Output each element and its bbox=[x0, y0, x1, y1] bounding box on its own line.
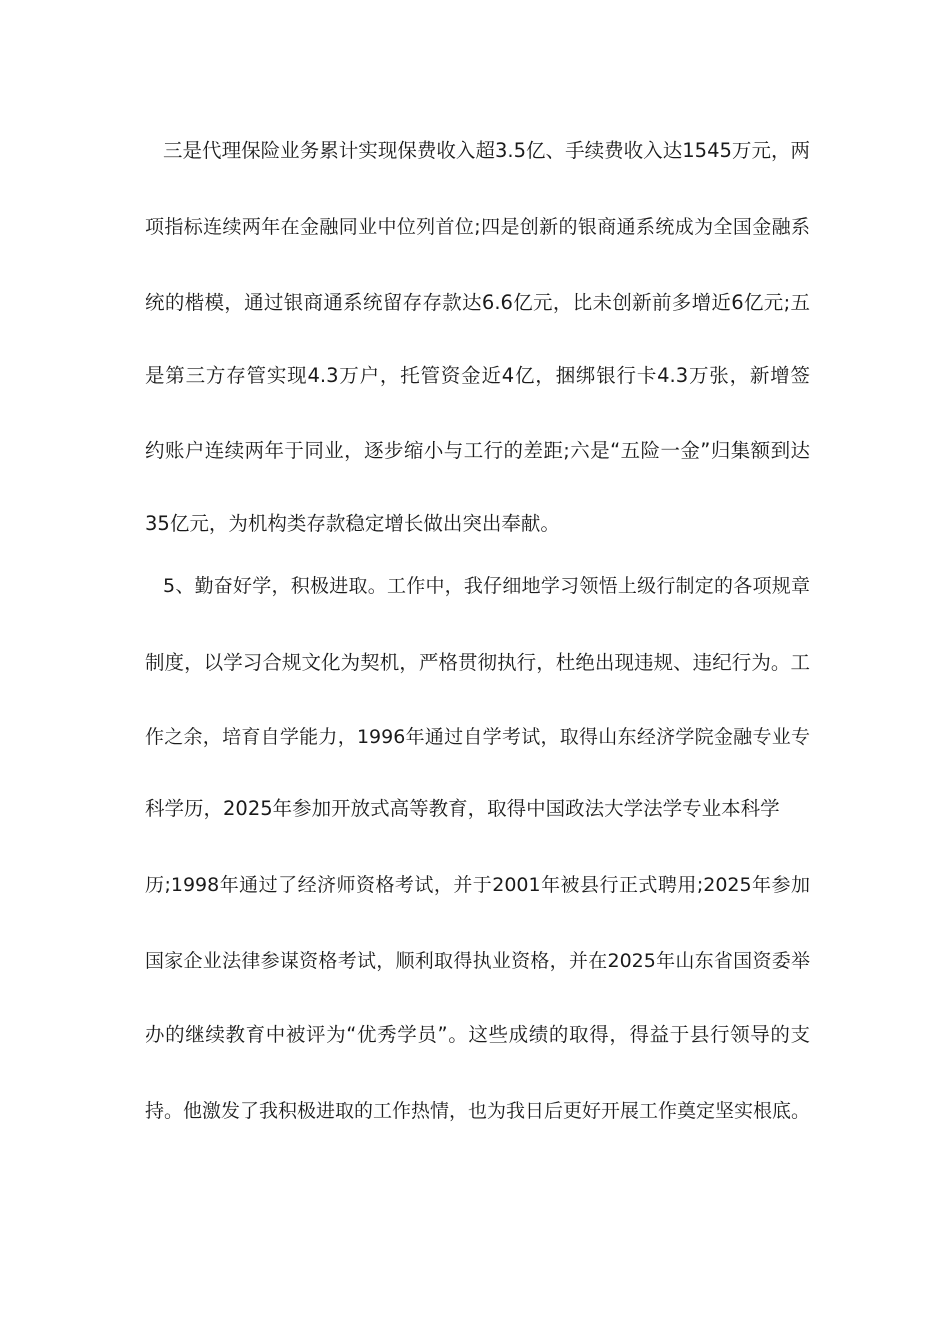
paragraph-line: 统的楷模，通过银商通系统留存存款达6.6亿元，比未创新前多增近6亿元;五 bbox=[145, 291, 810, 314]
paragraph-line: 历;1998年通过了经济师资格考试，并于2001年被县行正式聘用;2025年参加 bbox=[145, 874, 810, 896]
paragraph-line: 科学历，2025年参加开放式高等教育，取得中国政法大学法学专业本科学 bbox=[145, 797, 780, 820]
paragraph-line: 三是代理保险业务累计实现保费收入超3.5亿、手续费收入达1545万元，两 bbox=[163, 139, 810, 162]
paragraph-line: 约账户连续两年于同业，逐步缩小与工行的差距;六是“五险一金”归集额到达 bbox=[145, 439, 810, 462]
paragraph-line: 5、勤奋好学，积极进取。工作中，我仔细地学习领悟上级行制定的各项规章 bbox=[163, 575, 810, 597]
paragraph-line: 办的继续教育中被评为“优秀学员”。这些成绩的取得，得益于县行领导的支 bbox=[145, 1023, 810, 1046]
paragraph-line: 作之余，培育自学能力，1996年通过自学考试，取得山东经济学院金融专业专 bbox=[145, 726, 810, 748]
paragraph-line: 35亿元，为机构类存款稳定增长做出突出奉献。 bbox=[145, 512, 560, 535]
paragraph-line: 是第三方存管实现4.3万户，托管资金近4亿，捆绑银行卡4.3万张，新增签 bbox=[145, 364, 810, 387]
paragraph-line: 国家企业法律参谋资格考试，顺利取得执业资格，并在2025年山东省国资委举 bbox=[145, 950, 810, 972]
paragraph-line: 持。他激发了我积极进取的工作热情，也为我日后更好开展工作奠定坚实根底。 bbox=[145, 1100, 810, 1122]
paragraph-line: 制度，以学习合规文化为契机，严格贯彻执行，杜绝出现违规、违纪行为。工 bbox=[145, 651, 810, 674]
paragraph-line: 项指标连续两年在金融同业中位列首位;四是创新的银商通系统成为全国金融系 bbox=[145, 216, 810, 238]
